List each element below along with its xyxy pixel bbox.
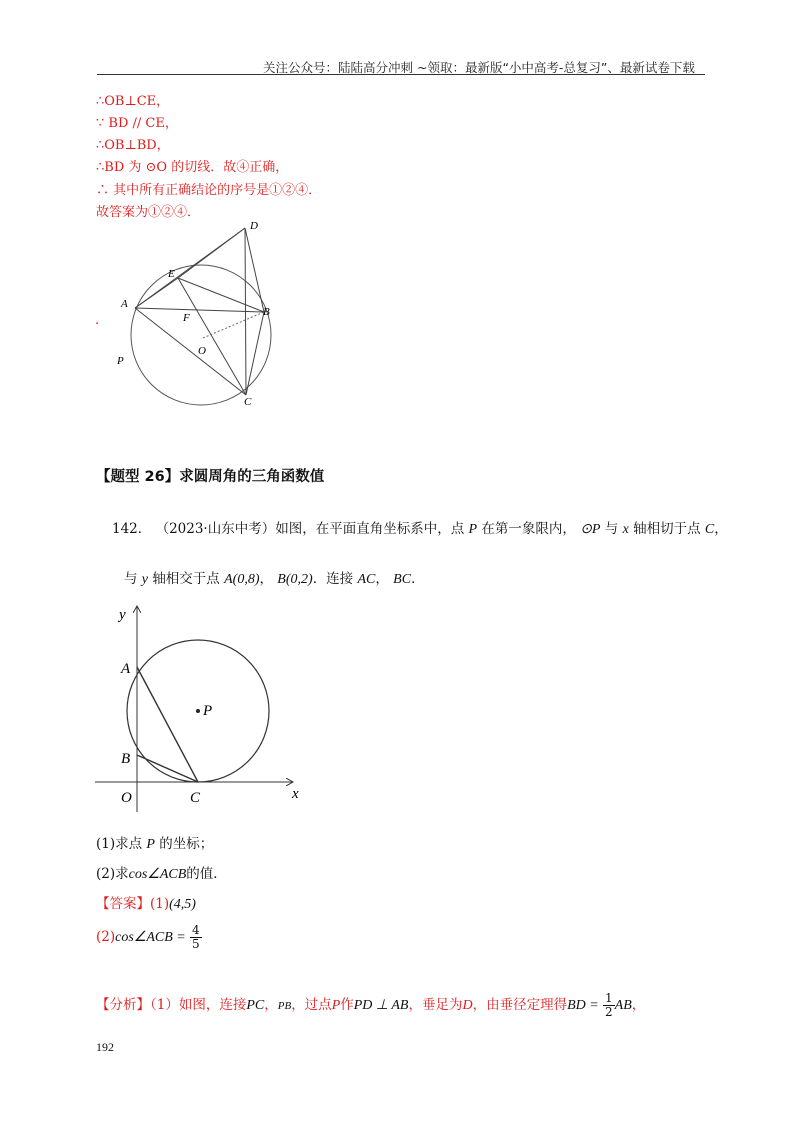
question-text: 的值． bbox=[186, 866, 227, 882]
analysis-text: （1）如图，连接 bbox=[150, 997, 247, 1013]
problem-text: 与 bbox=[604, 521, 619, 537]
solution-line-2: ∵ BD // CE， bbox=[96, 116, 178, 131]
analysis-text: ，垂足为 bbox=[408, 997, 463, 1013]
point-d: D bbox=[462, 998, 473, 1013]
solution-line-6: 故答案为①②④． bbox=[96, 205, 201, 220]
axis-x-label: x bbox=[292, 786, 299, 802]
analysis-text: ，由垂径定理得 bbox=[472, 997, 568, 1013]
question-text: 的坐标； bbox=[159, 836, 214, 852]
label-f: F bbox=[183, 312, 190, 324]
bd-expression: BD = bbox=[567, 998, 599, 1013]
segment-ac: AC bbox=[357, 572, 376, 587]
point-p: P bbox=[146, 837, 155, 852]
analysis-tag: 【分析】 bbox=[96, 997, 150, 1013]
label-a: A bbox=[121, 298, 128, 310]
solution-line-4: ∴BD 为 ⊙O 的切线．故④正确， bbox=[96, 160, 289, 175]
segment-pc: PC bbox=[246, 998, 265, 1013]
label-o: O bbox=[198, 345, 206, 357]
fraction-den: 5 bbox=[192, 937, 200, 951]
answer-value-1: (4,5) bbox=[169, 897, 196, 912]
punct: ， bbox=[259, 571, 273, 587]
geometry-figure-2 bbox=[95, 600, 310, 812]
question-text: (1)求点 bbox=[96, 836, 143, 852]
problem-text: 轴相切于点 bbox=[633, 521, 701, 537]
segment-pb: PB bbox=[277, 1000, 292, 1012]
answer-label: (1) bbox=[150, 896, 170, 912]
label-c: C bbox=[244, 396, 252, 408]
solution-line-5: ∴ 其中所有正确结论的序号是①②④． bbox=[96, 183, 322, 198]
header-rule bbox=[97, 74, 705, 75]
stray-mark: . bbox=[95, 313, 100, 328]
punct: ． bbox=[411, 571, 425, 587]
fraction-num: 1 bbox=[605, 991, 613, 1005]
fraction-num: 4 bbox=[192, 923, 200, 937]
problem-number: 142． bbox=[112, 521, 152, 537]
question-1 bbox=[96, 832, 213, 853]
problem-text: 如图，在平面直角坐标系中，点 bbox=[275, 521, 465, 537]
point-b: B(0,2) bbox=[277, 572, 313, 587]
fraction-den: 2 bbox=[605, 1005, 613, 1019]
fraction-4-5 bbox=[190, 924, 202, 951]
answer-line-1 bbox=[96, 892, 196, 913]
punct: ， bbox=[375, 571, 389, 587]
answer-line-2 bbox=[96, 924, 202, 951]
fraction-1-2 bbox=[603, 992, 615, 1019]
segment-ab: AB bbox=[614, 998, 632, 1013]
cos-expression: cos∠ACB bbox=[128, 867, 187, 882]
header-text: 关注公众号：陆陆高分冲刺 ~领取：最新版“小中高考-总复习”、最新试卷下载 bbox=[263, 60, 695, 75]
circle-p: ⊙P bbox=[580, 522, 601, 537]
axis-y-label: y bbox=[119, 607, 126, 623]
question-text: (2)求 bbox=[96, 866, 129, 882]
label-o2: O bbox=[121, 790, 132, 806]
label-e: E bbox=[168, 268, 175, 280]
page-number: 192 bbox=[96, 1040, 114, 1054]
problem-text: 轴相交于点 bbox=[152, 571, 220, 587]
problem-source: （2023·山东中考） bbox=[155, 521, 276, 537]
analysis-text: 作 bbox=[340, 997, 354, 1013]
problem-text: ．连接 bbox=[312, 571, 354, 587]
problem-text: 与 bbox=[124, 571, 138, 587]
label-c2: C bbox=[190, 790, 201, 806]
problem-line-1 bbox=[112, 517, 728, 538]
label-d: D bbox=[250, 220, 258, 232]
label-a2: A bbox=[121, 661, 131, 677]
geometry-figure-1 bbox=[90, 215, 290, 415]
label-p: P bbox=[117, 355, 124, 367]
circle-o bbox=[131, 265, 271, 405]
answer-tag: 【答案】 bbox=[96, 896, 150, 912]
point-p: P bbox=[468, 522, 478, 537]
solution-line-3: ∴OB⊥BD， bbox=[96, 138, 170, 153]
problem-line-2 bbox=[124, 567, 425, 588]
punct: ， bbox=[264, 997, 278, 1013]
question-2 bbox=[96, 862, 227, 883]
section-title: 【题型 26】求圆周角的三角函数值 bbox=[96, 469, 325, 485]
punct: ， bbox=[714, 521, 728, 537]
point-c: C bbox=[704, 522, 715, 537]
segment-bc: BC bbox=[393, 572, 412, 587]
point-a: A(0,8) bbox=[224, 572, 260, 587]
analysis-line bbox=[96, 992, 645, 1019]
label-p2: P bbox=[203, 703, 213, 719]
x-axis-var: x bbox=[622, 522, 629, 537]
label-b: B bbox=[263, 306, 270, 318]
label-b2: B bbox=[121, 751, 131, 767]
y-axis-var: y bbox=[141, 572, 149, 587]
answer-expression: cos∠ACB = bbox=[115, 930, 186, 945]
answer-label: (2) bbox=[96, 929, 116, 945]
pd-perp-ab: PD ⊥ AB bbox=[353, 998, 409, 1013]
solution-line-1: ∴OB⊥CE， bbox=[96, 94, 170, 109]
analysis-text: ，过点 bbox=[291, 997, 332, 1013]
point-p: P bbox=[331, 998, 341, 1013]
punct: ， bbox=[631, 997, 646, 1013]
problem-text: 在第一象限内， bbox=[481, 521, 576, 537]
